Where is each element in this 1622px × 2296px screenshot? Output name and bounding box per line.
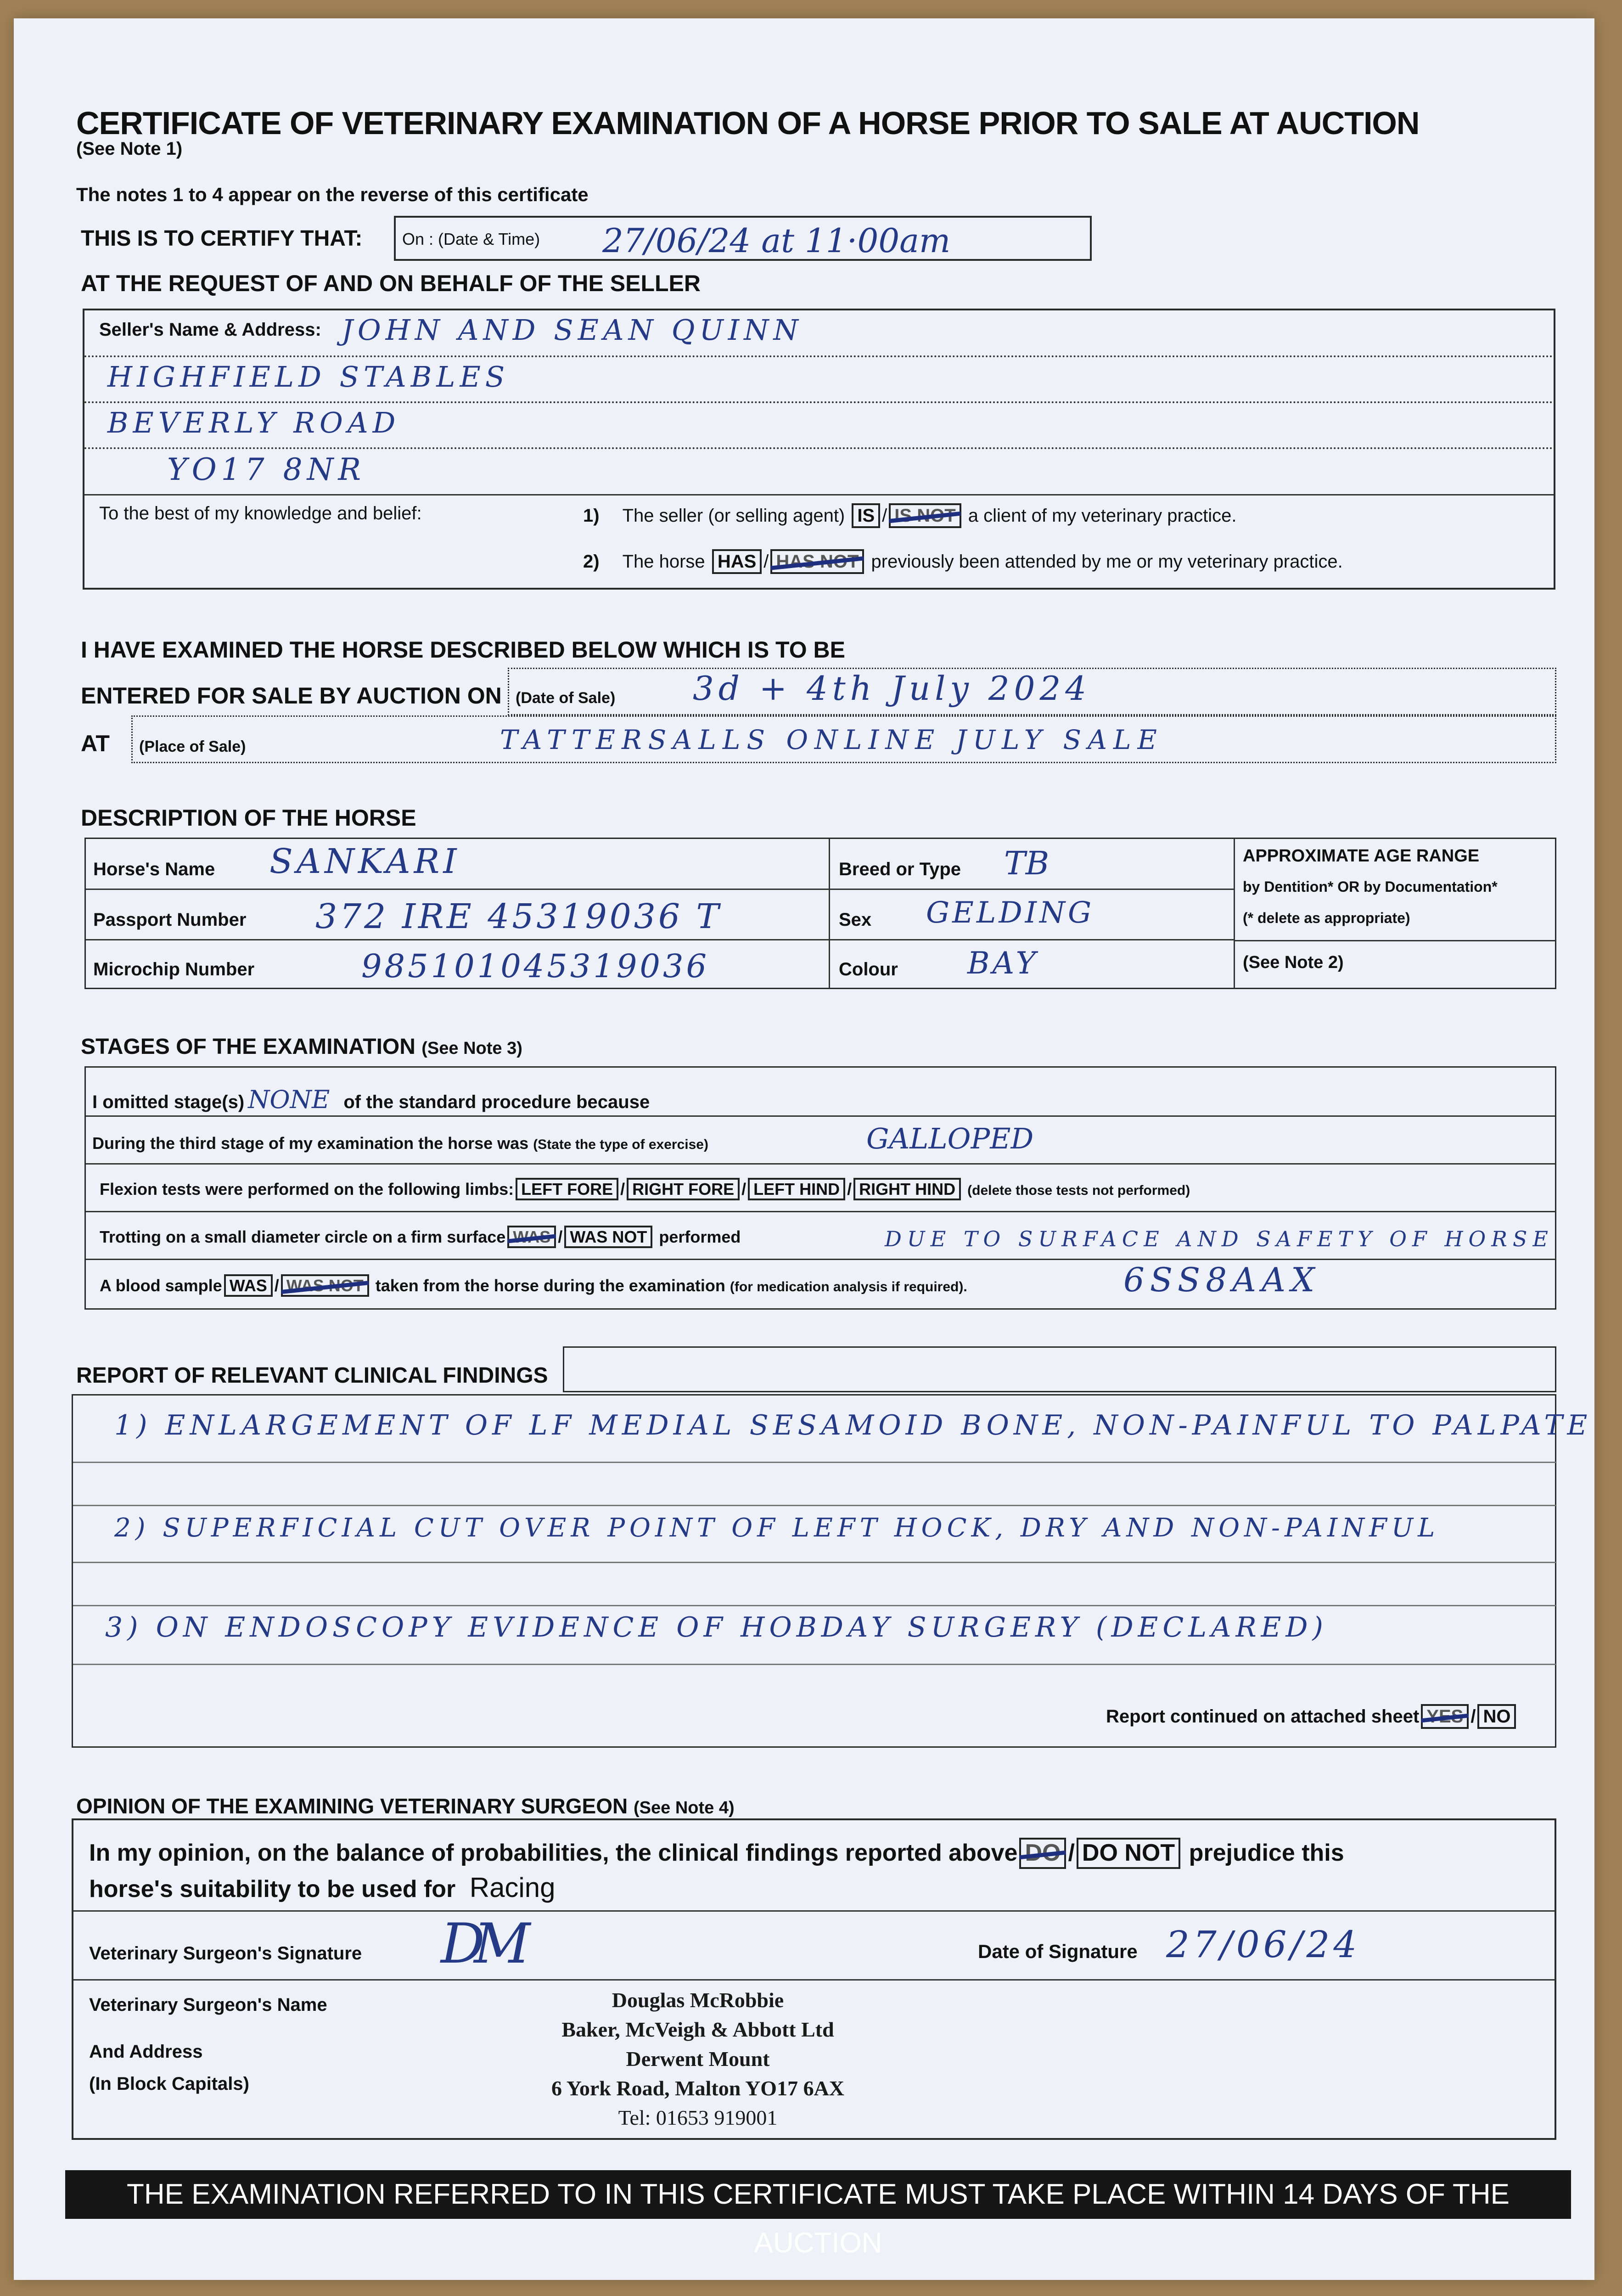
stages-divider	[86, 1259, 1556, 1260]
blood-was-not-option[interactable]: WAS NOT	[281, 1274, 369, 1297]
passport-value[interactable]: 372 IRE 45319036 T	[315, 897, 722, 936]
signature-date-value[interactable]: 27/06/24	[1166, 1923, 1361, 1966]
opinion-box	[72, 1818, 1556, 2140]
trotting-was-not-option[interactable]: WAS NOT	[564, 1226, 652, 1248]
microchip-label: Microchip Number	[93, 959, 255, 979]
date-of-sale-value[interactable]: 3d + 4th July 2024	[693, 669, 1091, 708]
description-divider	[829, 839, 830, 989]
seller-divider	[84, 401, 1554, 403]
stages-divider	[86, 1211, 1556, 1212]
vet-name-label: Veterinary Surgeon's Name	[89, 1995, 327, 2015]
continued-yes-option[interactable]: YES	[1421, 1704, 1469, 1729]
breed-label: Breed or Type	[839, 859, 961, 879]
knowledge-statement-1: 1) The seller (or selling agent) IS / IS NOT a client of my veterinary practice.	[583, 503, 1236, 528]
findings-rule	[73, 1664, 1556, 1665]
stamp-vet-name: Douglas McRobbie	[612, 1988, 784, 2012]
description-table	[84, 838, 1556, 989]
knowledge-label: To the best of my knowledge and belief:	[99, 503, 422, 523]
certificate-title: CERTIFICATE OF VETERINARY EXAMINATION OF A HORSE PRIOR TO SALE AT AUCTION	[76, 105, 1420, 141]
stamp-address-line2: 6 York Road, Malton YO17 6AX	[551, 2077, 845, 2100]
examined-heading: I HAVE EXAMINED THE HORSE DESCRIBED BELOW WHICH IS TO BE	[81, 637, 845, 663]
stages-heading: STAGES OF THE EXAMINATION (See Note 3)	[81, 1035, 522, 1059]
flexion-right-hind[interactable]: RIGHT HIND	[853, 1178, 961, 1200]
intended-use-value[interactable]: Racing	[469, 1872, 556, 1903]
certificate-sheet	[14, 18, 1594, 2280]
findings-box	[72, 1394, 1592, 1748]
opinion-heading: OPINION OF THE EXAMINING VETERINARY SURGEON (See Note 4)	[76, 1794, 735, 1818]
findings-rule	[73, 1562, 1556, 1563]
age-range-title: APPROXIMATE AGE RANGE	[1243, 846, 1480, 866]
seller-box	[83, 309, 1555, 590]
continued-no-option[interactable]: NO	[1477, 1704, 1516, 1729]
stages-divider	[86, 1163, 1556, 1165]
third-stage-label: During the third stage of my examination the horse was (State the type of exercise)	[92, 1134, 708, 1153]
finding-1[interactable]: 1) ENLARGEMENT OF LF MEDIAL SESAMOID BONE, NON-PAINFUL TO PALPATE	[114, 1409, 1592, 1441]
horse-name-value[interactable]: SANKARI	[269, 842, 460, 881]
stamp-telephone: Tel: 01653 919001	[618, 2106, 778, 2129]
opinion-do-not-option[interactable]: DO NOT	[1077, 1838, 1180, 1869]
seller-postcode[interactable]: YO17 8NR	[167, 452, 366, 487]
description-divider	[1234, 839, 1235, 989]
flexion-left-fore[interactable]: LEFT FORE	[516, 1178, 618, 1200]
client-is-not-option[interactable]: IS NOT	[889, 503, 961, 528]
block-capitals-label: (In Block Capitals)	[89, 2074, 249, 2094]
age-range-see-note: (See Note 2)	[1243, 953, 1344, 972]
seller-divider	[84, 355, 1554, 357]
date-of-sale-label: (Date of Sale)	[516, 689, 616, 707]
seller-address-line1[interactable]: HIGHFIELD STABLES	[107, 360, 510, 394]
place-of-sale-box	[131, 715, 1556, 763]
seller-address-line2[interactable]: BEVERLY ROAD	[107, 406, 400, 439]
findings-heading-box	[563, 1346, 1556, 1392]
trotting-was-option[interactable]: WAS	[507, 1226, 556, 1248]
opinion-divider	[73, 1910, 1555, 1912]
place-of-sale-value[interactable]: TATTERSALLS ONLINE JULY SALE	[500, 724, 1163, 755]
description-divider	[1234, 940, 1556, 941]
findings-rule	[73, 1462, 1556, 1463]
signature-label: Veterinary Surgeon's Signature	[89, 1943, 362, 1964]
exam-date-time[interactable]: 27/06/24 at 11·00am	[602, 221, 951, 260]
stamp-address-line1: Derwent Mount	[626, 2047, 770, 2071]
description-divider	[86, 939, 1234, 940]
client-is-option[interactable]: IS	[852, 503, 880, 528]
age-range-method: by Dentition* OR by Documentation*	[1243, 878, 1498, 895]
on-label: On : (Date & Time)	[402, 230, 540, 248]
horse-has-option[interactable]: HAS	[712, 549, 762, 574]
stamp-practice-name: Baker, McVeigh & Abbott Ltd	[561, 2018, 834, 2041]
signature-date-label: Date of Signature	[978, 1941, 1138, 1962]
title-note: (See Note 1)	[76, 139, 183, 159]
blood-was-option[interactable]: WAS	[224, 1274, 273, 1297]
microchip-value[interactable]: 985101045319036	[361, 947, 710, 985]
opinion-divider	[73, 1979, 1555, 1981]
opinion-suitability-line: horse's suitability to be used for Racing	[89, 1872, 556, 1903]
passport-label: Passport Number	[93, 910, 247, 930]
findings-rule	[73, 1605, 1556, 1606]
flexion-left-hind[interactable]: LEFT HIND	[748, 1178, 845, 1200]
at-label: AT	[81, 731, 110, 756]
report-continued-row: Report continued on attached sheet YES / NO	[1106, 1704, 1518, 1729]
findings-heading: REPORT OF RELEVANT CLINICAL FINDINGS	[76, 1363, 548, 1388]
age-range-delete-note: (* delete as appropriate)	[1243, 910, 1410, 926]
finding-3[interactable]: 3) ON ENDOSCOPY EVIDENCE OF HOBDAY SURGERY (DECLARED)	[105, 1611, 1328, 1643]
horse-has-not-option[interactable]: HAS NOT	[770, 549, 864, 574]
sex-label: Sex	[839, 910, 872, 930]
stages-divider	[86, 1115, 1556, 1117]
seller-divider	[84, 447, 1554, 449]
footer-banner: THE EXAMINATION REFERRED TO IN THIS CERTIFICATE MUST TAKE PLACE WITHIN 14 DAYS OF THE AUCTION	[65, 2170, 1571, 2219]
vet-signature[interactable]: DM	[441, 1912, 520, 1976]
omitted-stages-label: I omitted stage(s) NONE of the standard procedure because	[92, 1085, 650, 1114]
certify-label: THIS IS TO CERTIFY THAT:	[81, 226, 363, 251]
date-of-sale-box	[508, 668, 1556, 715]
findings-rule	[73, 1505, 1556, 1506]
trotting-reason[interactable]: DUE TO SURFACE AND SAFETY OF HORSE	[885, 1227, 1554, 1251]
knowledge-statement-2: 2) The horse HAS / HAS NOT previously been attended by me or my veterinary practice.	[583, 549, 1343, 574]
sex-value[interactable]: GELDING	[926, 896, 1094, 930]
omitted-stages-value[interactable]: NONE	[248, 1085, 330, 1114]
colour-value[interactable]: BAY	[967, 945, 1039, 981]
colour-label: Colour	[839, 959, 898, 979]
finding-2[interactable]: 2) SUPERFICIAL CUT OVER POINT OF LEFT HOCK, DRY AND NON-PAINFUL	[114, 1513, 1440, 1543]
seller-name[interactable]: JOHN AND SEAN QUINN	[342, 313, 803, 347]
opinion-do-option[interactable]: DO	[1019, 1838, 1066, 1869]
description-heading: DESCRIPTION OF THE HORSE	[81, 805, 416, 831]
seller-label: Seller's Name & Address:	[99, 320, 321, 340]
blood-sample-row: A blood sample WAS / WAS NOT taken from the horse during the examination (for medication analysis if required).	[100, 1274, 967, 1297]
horse-name-label: Horse's Name	[93, 859, 215, 879]
trotting-row: Trotting on a small diameter circle on a firm surface WAS / WAS NOT performed	[100, 1226, 741, 1248]
flexion-tests-row: Flexion tests were performed on the following limbs: LEFT FORE / RIGHT FORE / LEFT HIND / RIGHT HIND (delete those tests not performed)	[100, 1178, 1190, 1200]
notes-line: The notes 1 to 4 appear on the reverse of this certificate	[76, 184, 589, 205]
third-stage-exercise-value[interactable]: GALLOPED	[866, 1122, 1034, 1155]
seller-divider	[84, 494, 1554, 495]
blood-sample-number[interactable]: 6SS8AAX	[1123, 1261, 1320, 1299]
stages-table	[84, 1066, 1556, 1310]
vet-practice-stamp	[459, 1986, 937, 2133]
place-of-sale-label: (Place of Sale)	[139, 738, 246, 755]
flexion-right-fore[interactable]: RIGHT FORE	[627, 1178, 740, 1200]
opinion-statement: In my opinion, on the balance of probabilities, the clinical findings reported above DO / DO NOT prejudice this	[89, 1838, 1344, 1869]
description-divider	[86, 889, 1234, 890]
breed-value[interactable]: TB	[1004, 844, 1050, 882]
request-heading: AT THE REQUEST OF AND ON BEHALF OF THE SELLER	[81, 270, 701, 296]
entered-for-sale-label: ENTERED FOR SALE BY AUCTION ON	[81, 683, 502, 709]
vet-address-label: And Address	[89, 2042, 203, 2062]
date-time-box	[394, 216, 1092, 261]
